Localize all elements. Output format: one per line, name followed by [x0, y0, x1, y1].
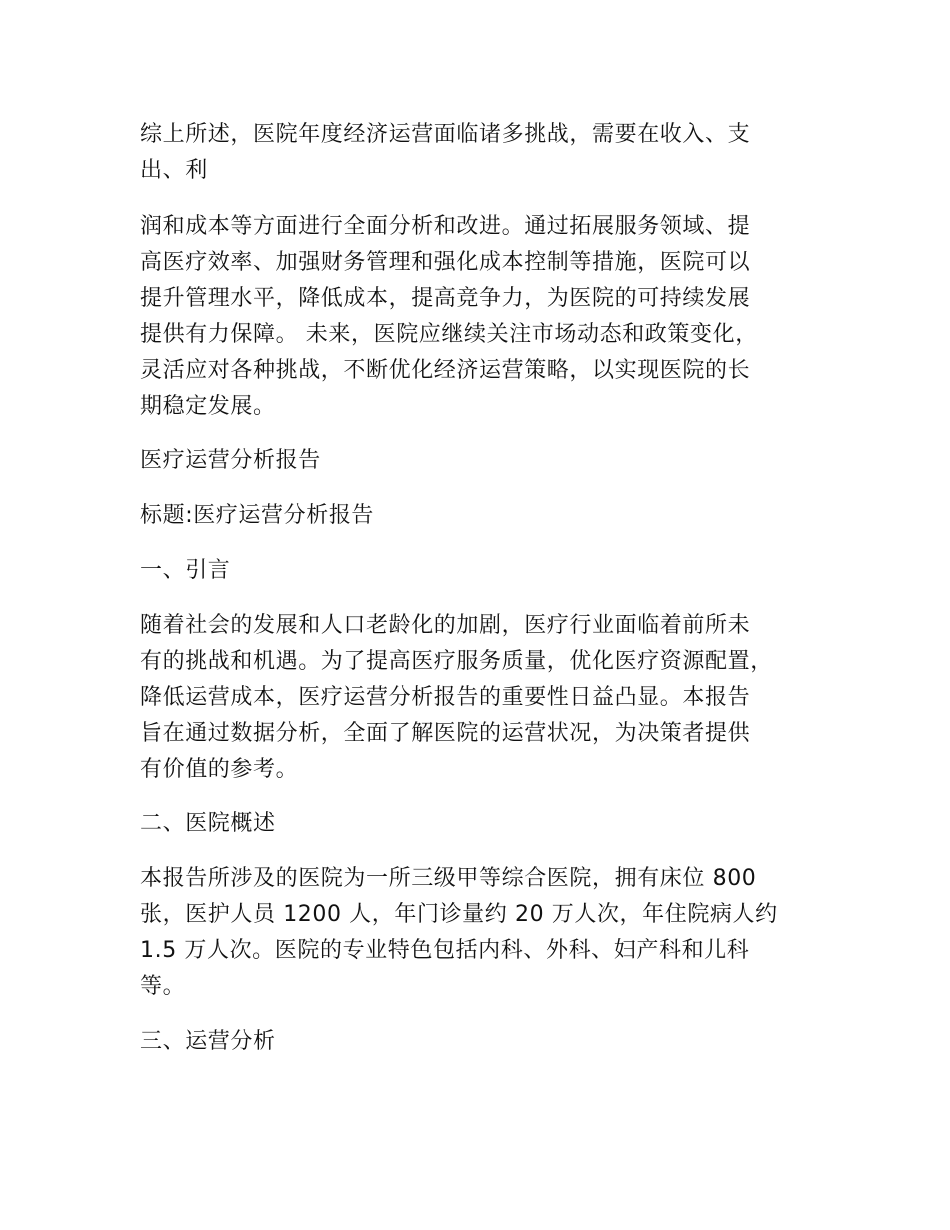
intro-line-2: 有的挑战和机遇。为了提高医疗服务质量，优化医疗资源配置，	[140, 649, 773, 674]
intro-line-5: 有价值的参考。	[140, 757, 299, 782]
improvement-line-4: 提供有力保障。 未来，医院应继续关注市场动态和政策变化，	[140, 322, 758, 347]
improvement-line-1: 润和成本等方面进行全面分析和改进。通过拓展服务领域、提	[140, 214, 751, 239]
intro-line-4: 旨在通过数据分析，全面了解医院的运营状况，为决策者提供	[140, 721, 751, 746]
overview-line-3: 1.5 万人次。医院的专业特色包括内科、外科、妇产科和儿科	[140, 938, 750, 963]
report-title-line: 标题:医疗运营分析报告	[140, 503, 375, 528]
improvement-line-3: 提升管理水平，降低成本，提高竞争力，为医院的可持续发展	[140, 286, 751, 311]
conclusion-line-1: 综上所述，医院年度经济运营面临诸多挑战，需要在收入、支	[140, 122, 751, 147]
improvement-line-2: 高医疗效率、加强财务管理和强化成本控制等措施，医院可以	[140, 250, 751, 275]
improvement-line-5: 灵活应对各种挑战，不断优化经济运营策略，以实现医院的长	[140, 358, 751, 383]
intro-line-1: 随着社会的发展和人口老龄化的加剧，医疗行业面临着前所未	[140, 613, 751, 638]
overview-line-2: 张，医护人员 1200 人，年门诊量约 20 万人次，年住院病人约	[140, 902, 778, 927]
improvement-line-6: 期稳定发展。	[140, 394, 276, 419]
conclusion-line-2: 出、利	[140, 158, 208, 183]
overview-line-1: 本报告所涉及的医院为一所三级甲等综合医院，拥有床位 800	[140, 866, 757, 891]
overview-line-4: 等。	[140, 974, 186, 999]
section-heading-operations-analysis: 三、运营分析	[140, 1029, 276, 1054]
intro-line-3: 降低运营成本，医疗运营分析报告的重要性日益凸显。本报告	[140, 685, 751, 710]
section-heading-hospital-overview: 二、医院概述	[140, 811, 276, 836]
section-heading-introduction: 一、引言	[140, 558, 231, 583]
report-heading: 医疗运营分析报告	[140, 448, 321, 473]
